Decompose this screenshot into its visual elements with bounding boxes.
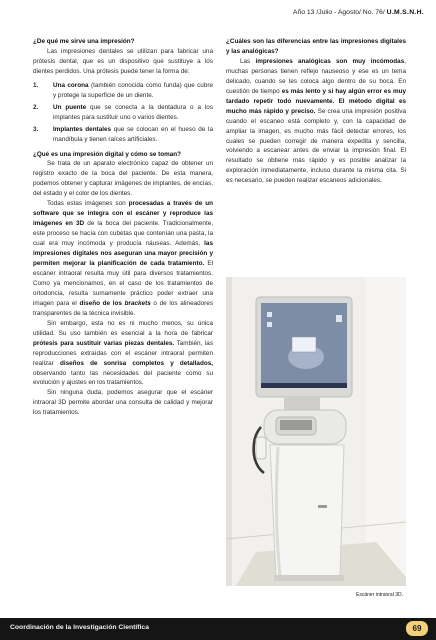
emphasis-text: diseños de sonrisa completos y detallados, (59, 359, 213, 367)
emphasis-text: diseño de los (79, 299, 125, 307)
right-column (226, 37, 406, 186)
running-header (293, 9, 424, 16)
intraoral-scanner-photo (226, 277, 406, 586)
heading-digital-impression: ¿Qué es una impresión digital y cómo se toman? (33, 150, 182, 158)
paragraph-3d-processing: Todas estas imágenes son procesadas a través de un software que se integra con el escáner y reproduce las imágenes en 3D de la boca del paciente. Tradicionalmente, este proceso se hacía con cubetas que contenían una pasta, la cual era muy incómoda y producía náuseas. Además, las impresiones digitales nos aseguran una mayor precisión y permiten mejorar la planificación de cada tratamiento. El escáner intraoral resulta muy útil para diversos tratamientos. Como ya mencionamos, en el caso de los tratamientos de ortodoncia, resulta sumamente práctico poder extraer una imagen para el diseño de los brackets o de los alineadores transparentes de la técnica invisible. (33, 200, 213, 317)
heading-what-is-impression-for: ¿De qué me sirve una impresión? (33, 38, 135, 45)
emphasis-text: es más lento y si hay algún error es muy tardado repetir todo nuevamente. El método digital es mucho más rápido y preciso. (226, 87, 407, 115)
scanner-illustration (226, 277, 406, 586)
emphasis-text: prótesis para sustituir varias piezas dentales. (33, 339, 175, 347)
emphasis-text: procesadas a través de un software que se integra con el escáner y reproduce las imágenes en 3D (33, 200, 213, 228)
list-item: 3. Implantes dentales que se colocan en el hueso de la mandíbula y tienen raíces artificiales. (33, 125, 213, 143)
photo-caption: Escáner intraoral 3D. (356, 592, 403, 598)
paragraph-analog-vs-digital: Las impresiones analógicas son muy incómodas, muchas personas tienen reflejo nauseoso y ese es un tema delicado, cuando se les coloca algo dentro de su boca. En cuestión de tiempo es más lento y si hay algún error es muy tardado repetir todo nuevamente. El método digital es mucho más rápido y preciso. Se crea una impresión positiva cuando el escaneo está completo y, con la capacidad de ampliar la imagen, es mucho más fácil detectar errores, los cuales se pueden corregir de manera expedita y sencilla, volviendo a escanear antes de enviar la impresión final. El resultado se obtiene más rápido y es posible analizar la exploración inmediatamente, incluso durante la misma cita. Si es necesario, se pueden realizar escaneos adicionales. (226, 57, 407, 185)
page-number: 69 (406, 621, 428, 636)
paragraph-electronic-device: Se trata de un aparato electrónico capaz de obtener un registro exacto de la boca del paciente. De esta manera, podemos obtener y capturar imágenes de implantes, de encías, del estado y el color de los dientes. (33, 160, 213, 198)
list-item: 1. Una corona (también conocida como funda) que cubre y protege la superficie de un diente. (33, 81, 213, 99)
paragraph-other-uses: Sin embargo, esta no es ni mucho menos, su única utilidad. Su uso también es esencial a la hora de fabricar prótesis para sustituir varias piezas dentales. También, las reproducciones extraídas con el escáner intraoral permiten realizar diseños de sonrisa completos y detallados, observando tanto las necesidades del paciente como su evolución y ajustes en los tratamientos. (33, 319, 213, 387)
emphasis-text: impresiones analógicas son muy incómodas (255, 57, 405, 65)
page-footer (0, 618, 436, 640)
left-column (33, 37, 213, 418)
emphasis-text: las impresiones digitales nos aseguran una mayor precisión y permiten mejorar la planificación de cada tratamiento. (33, 240, 213, 268)
prosthesis-list (33, 81, 213, 145)
footer-text: Coordinación de la Investigación Científica (10, 624, 149, 631)
paragraph-dental-impressions: Las impresiones dentales se utilizan para fabricar una prótesis dental, que es un dispositivo que sustituye a los dientes perdidos. Una prótesis puede tener la forma de: (33, 47, 213, 75)
institution-name: U.M.S.N.H. (386, 9, 424, 16)
list-item: 2. Un puente que se conecta a la dentadura o a los implantes para sustituir uno o varios dientes. (33, 103, 213, 121)
paragraph-conclusion: Sin ninguna duda, podemos asegurar que el escáner intraoral 3D permite abordar una consulta de calidad y mejorar los tratamientos. (33, 389, 213, 417)
issue-info: Año 13 /Julio - Agosto/ No. 76/ (292, 9, 385, 16)
heading-differences: ¿Cuáles son las diferencias entre las impresiones digitales y las analógicas? (226, 38, 406, 55)
emphasis-text: brackets (124, 299, 151, 307)
